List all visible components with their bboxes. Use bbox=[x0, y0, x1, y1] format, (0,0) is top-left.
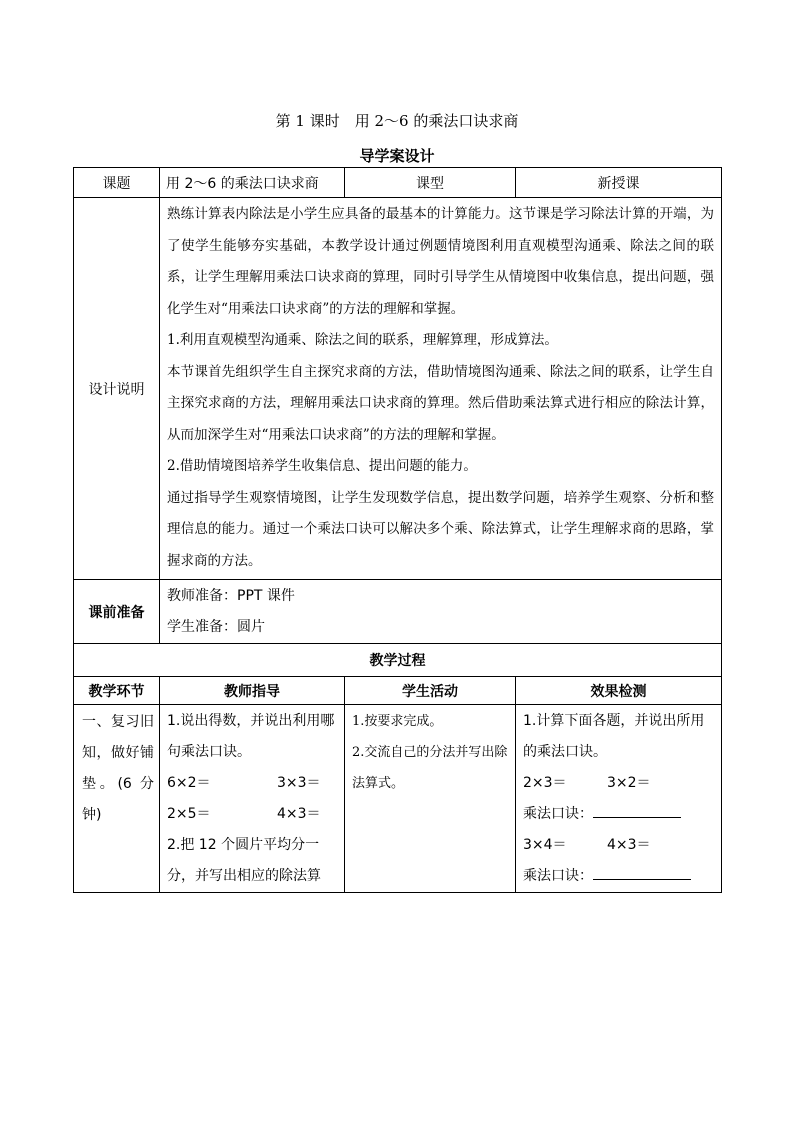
teacher-prep: 教师准备：PPT 课件 bbox=[167, 587, 295, 604]
process-heading-row bbox=[74, 644, 722, 677]
expr: 4×3＝ bbox=[607, 837, 651, 853]
design-paragraph: 本节课首先组织学生自主探究求商的方法，借助情境图沟通乘、除法之间的联系，让学生自主探究求商的方法，理解用乘法口诀求商的算理。然后借助乘法算式进行相应的除法计算，从而加深学生对“用乘法口诀求商”的方法的理解和掌握。 bbox=[167, 363, 714, 443]
process-heading: 教学过程 bbox=[74, 644, 722, 677]
type-value: 新授课 bbox=[516, 168, 722, 198]
expr: 4×3＝ bbox=[277, 806, 321, 822]
lesson-plan-table bbox=[73, 167, 722, 893]
type-label: 课型 bbox=[345, 168, 516, 198]
column-header-teacher: 教师指导 bbox=[160, 677, 345, 705]
formula-answer-line bbox=[523, 861, 716, 892]
prep-row bbox=[74, 580, 722, 644]
design-paragraph: 熟练计算表内除法是小学生应具备的最基本的计算能力。这节课是学习除法计算的开端，为了使学生能够夯实基础，本教学设计通过例题情境图利用直观模型沟通乘、除法之间的联系，让学生理解用乘法口诀求商的算理，同时引导学生从情境图中收集信息，提出问题，强化学生对“用乘法口诀求商”的方法的理解和掌握。 bbox=[167, 206, 714, 317]
teacher-step-2: 2.把 12 个圆片平均分一分，并写出相应的除法算 bbox=[167, 837, 321, 884]
expr-row bbox=[523, 768, 716, 799]
answer-blank[interactable] bbox=[593, 803, 681, 818]
design-row bbox=[74, 198, 722, 580]
design-paragraph: 通过指导学生观察情境图，让学生发现数学信息，提出数学问题，培养学生观察、分析和整理信息的能力。通过一个乘法口诀可以解决多个乘、除法算式，让学生理解求商的思路，掌握求商的方法。 bbox=[167, 489, 714, 569]
student-prep: 学生准备：圆片 bbox=[167, 618, 265, 635]
formula-label: 乘法口诀： bbox=[523, 806, 593, 822]
student-step-1: 1.按要求完成。 bbox=[352, 714, 443, 729]
prep-content bbox=[160, 580, 722, 644]
expr-row bbox=[167, 768, 340, 799]
expr-row bbox=[523, 830, 716, 861]
page-title: 第 1 课时 用 2～6 的乘法口诀求商 bbox=[275, 112, 519, 130]
design-content bbox=[160, 198, 722, 580]
design-label: 设计说明 bbox=[74, 198, 160, 580]
process-row-review bbox=[74, 705, 722, 893]
topic-label: 课题 bbox=[74, 168, 160, 198]
column-header-stage: 教学环节 bbox=[74, 677, 160, 705]
stage-cell bbox=[74, 705, 160, 893]
formula-label: 乘法口诀： bbox=[523, 868, 593, 884]
expr: 3×2＝ bbox=[607, 775, 651, 791]
info-row bbox=[74, 168, 722, 198]
design-paragraph: 2.借助情境图培养学生收集信息、提出问题的能力。 bbox=[167, 458, 477, 474]
column-header-student: 学生活动 bbox=[345, 677, 516, 705]
expr: 6×2＝ bbox=[167, 775, 211, 791]
expr: 2×5＝ bbox=[167, 806, 211, 822]
page-subtitle: 导学案设计 bbox=[359, 147, 435, 165]
answer-blank[interactable] bbox=[593, 865, 691, 880]
design-paragraph: 1.利用直观模型沟通乘、除法之间的联系，理解算理，形成算法。 bbox=[167, 332, 558, 348]
check-intro: 1.计算下面各题，并说出所用的乘法口诀。 bbox=[523, 713, 705, 760]
process-column-headers bbox=[74, 677, 722, 705]
student-activity-cell bbox=[345, 705, 516, 893]
student-step-2: 2.交流自己的分法并写出除法算式。 bbox=[352, 745, 508, 791]
expr-row bbox=[167, 799, 340, 830]
formula-answer-line bbox=[523, 799, 716, 830]
expr: 3×4＝ bbox=[523, 837, 567, 853]
expr: 2×3＝ bbox=[523, 775, 567, 791]
teacher-guidance-cell bbox=[160, 705, 345, 893]
expr: 3×3＝ bbox=[277, 775, 321, 791]
teacher-step-1: 1.说出得数，并说出利用哪句乘法口诀。 bbox=[167, 713, 335, 760]
column-header-check: 效果检测 bbox=[516, 677, 722, 705]
topic-value: 用 2～6 的乘法口诀求商 bbox=[160, 168, 345, 198]
stage-text: 一、复习旧知，做好铺垫。(6 分钟) bbox=[82, 714, 154, 823]
prep-label: 课前准备 bbox=[74, 580, 160, 644]
effect-check-cell bbox=[516, 705, 722, 893]
